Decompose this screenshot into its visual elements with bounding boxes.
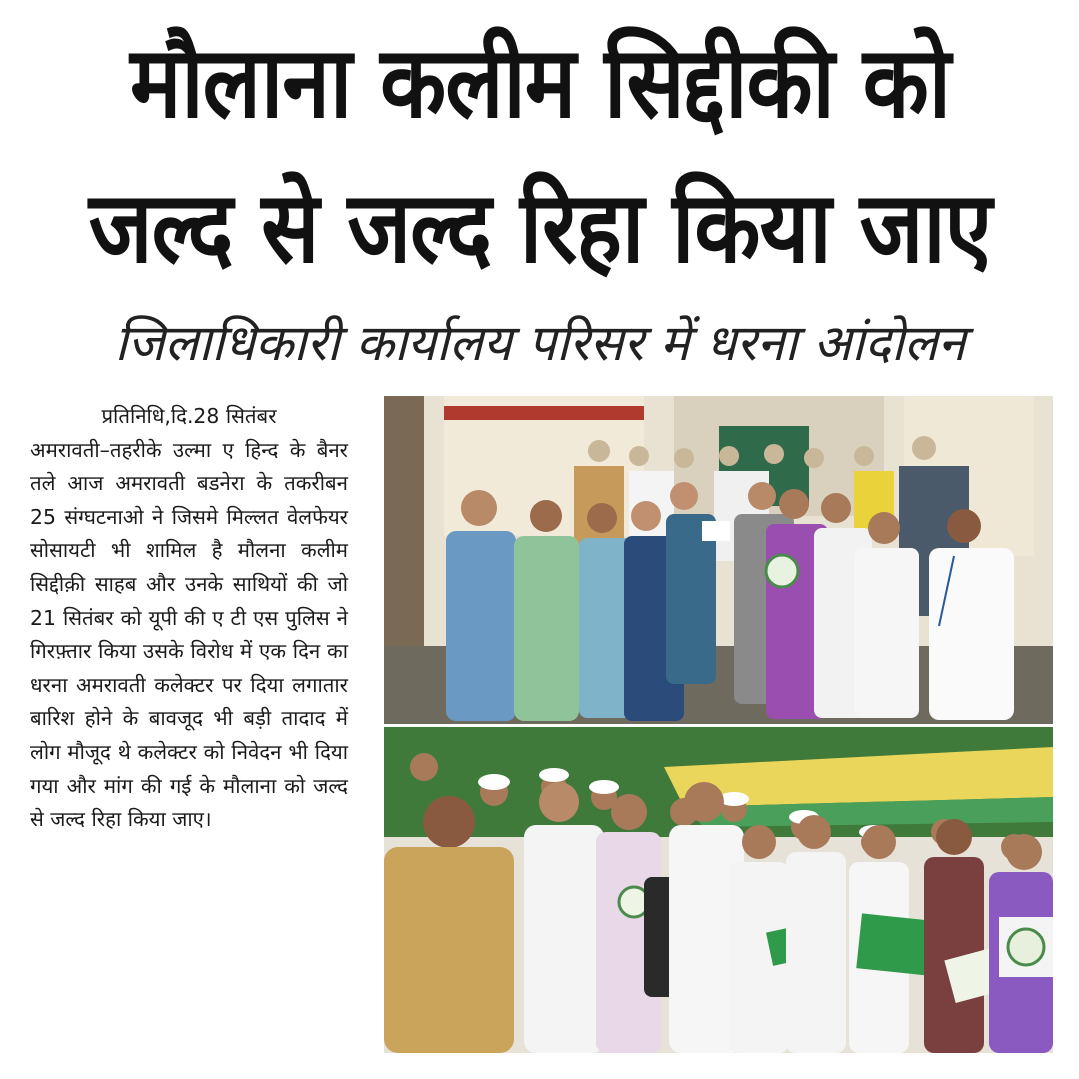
photo-protest-with-placards xyxy=(384,727,1053,1053)
photo-1-illustration xyxy=(384,396,1053,724)
article-dateline: प्रतिनिधि,दि.28 सितंबर xyxy=(101,404,277,428)
headline-line-1: मौलाना कलीम सिद्दीकी को xyxy=(129,25,951,141)
article-text: अमरावती–तहरीके उल्मा ए हिन्द के बैनर तले आज अमरावती बडनेरा के तकरीबन 25 संग्घटनाओ ने जिसमे मिल्लत वेलफेयर सोसायटी भी शामिल है मौलना कलीम सिद्दीक़ी साहब और उनके साथियों की जो 21 सितंबर को यूपी की ए टी एस पुलिस ने गिरफ़्तार किया उसके विरोध में एक दिन का धरना अमरावती कलेक्टर पर दिया लगातार बारिश होने के बावजूद भी बड़ी तादाद में लोग मौजूद थे कलेक्टर को निवेदन भी दिया गया और मांग की गई के मौलाना को जल्द से जल्द रिहा किया जाए। xyxy=(30,437,348,832)
subheadline: जिलाधिकारी कार्यालय परिसर में धरना आंदोलन xyxy=(114,314,966,372)
article-body xyxy=(30,400,348,1060)
photo-2-illustration xyxy=(384,727,1053,1053)
photo-group-at-collector-office xyxy=(384,396,1053,724)
headline-line-2: जल्द से जल्द रिहा किया जाए xyxy=(88,170,992,286)
